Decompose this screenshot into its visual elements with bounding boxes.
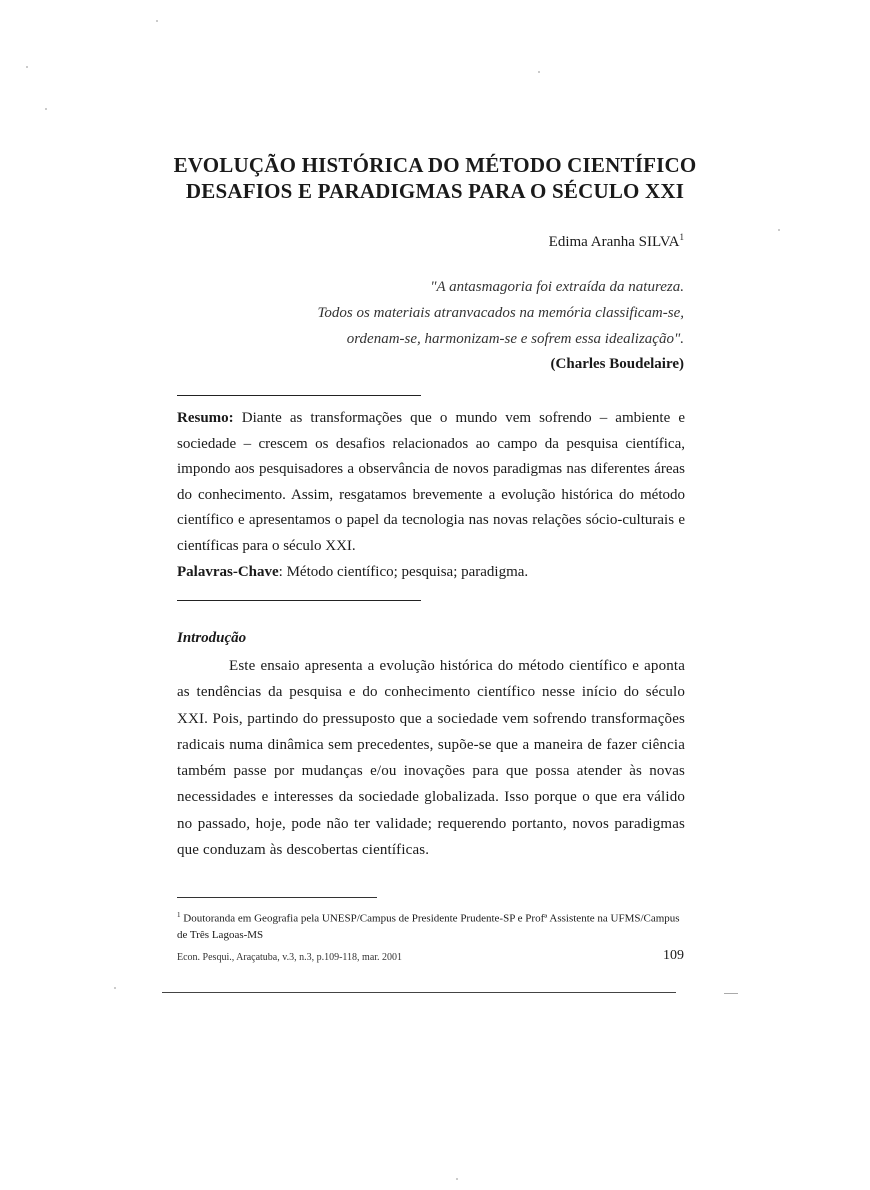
footnote — [177, 907, 687, 943]
author — [549, 232, 684, 251]
scan-speck — [114, 987, 116, 989]
scan-speck — [45, 108, 47, 110]
title-line-1: EVOLUÇÃO HISTÓRICA DO MÉTODO CIENTÍFICO — [173, 153, 697, 177]
section-heading-introduction: Introdução — [177, 630, 247, 646]
page-bottom-line — [162, 992, 676, 993]
abstract-text: Diante as transformações que o mundo vem sofrendo – ambiente e sociedade – crescem os desafios relacionados ao campo da pesquisa científica, impondo aos pesquisadores a observância de novos paradigmas nas diferentes áreas do conhecimento. Assim, resgatamos brevemente a evolução histórica do método científico e apresentamos o papel da tecnologia nas novas relações sócio-culturais e científicas para o século XXI. — [177, 410, 686, 554]
scan-speck — [778, 229, 780, 231]
abstract-bottom-rule — [177, 600, 421, 601]
author-footnote-mark: 1 — [679, 232, 684, 242]
abstract-top-rule — [177, 395, 421, 396]
keywords — [177, 560, 685, 585]
epigraph-attribution: (Charles Boudelaire) — [550, 356, 684, 372]
title-line-2: DESAFIOS E PARADIGMAS PARA O SÉCULO XXI — [185, 179, 685, 203]
page-number: 109 — [663, 948, 684, 963]
journal-reference: Econ. Pesqui., Araçatuba, v.3, n.3, p.109-118, mar. 2001 — [177, 952, 403, 963]
keywords-label: Palavras-Chave — [177, 564, 279, 580]
epigraph-line-3: ordenam-se, harmonizam-se e sofrem essa idealização". — [346, 331, 684, 347]
footnote-text: Doutoranda em Geografia pela UNESP/Campus de Presidente Prudente-SP e Profª Assistente na UFMS/Campus de Três Lagoas-MS — [177, 912, 680, 941]
footnote-rule — [177, 897, 377, 898]
epigraph-line-1: "A antasmagoria foi extraída da natureza. — [430, 279, 684, 295]
author-name: Edima Aranha SILVA — [548, 234, 680, 250]
scan-speck — [26, 66, 28, 68]
abstract — [177, 406, 685, 559]
scan-speck — [156, 20, 158, 22]
scan-speck — [456, 1178, 458, 1180]
footnote-mark: 1 — [177, 911, 181, 919]
abstract-label: Resumo: — [177, 410, 234, 426]
page-bottom-mark — [724, 993, 738, 994]
introduction-paragraph: Este ensaio apresenta a evolução histórica do método científico e aponta as tendências da pesquisa e do conhecimento científico nesse início do século XXI. Pois, partindo do pressuposto que a sociedade vem sofrendo transformações radicais numa dinâmica sem precedentes, supõe-se que a maneira de fazer ciência também passe por mudanças e/ou inovações para que possa atender às novas necessidades e interesses da sociedade globalizada. Isso porque o que era válido no passado, hoje, pode não ter validade; requerendo portanto, novos paradigmas que conduzam às descobertas científicas. — [177, 658, 685, 859]
keywords-text: : Método científico; pesquisa; paradigma. — [278, 564, 529, 580]
epigraph-line-2: Todos os materiais atranvacados na memória classificam-se, — [317, 305, 684, 321]
scan-speck — [538, 71, 540, 73]
